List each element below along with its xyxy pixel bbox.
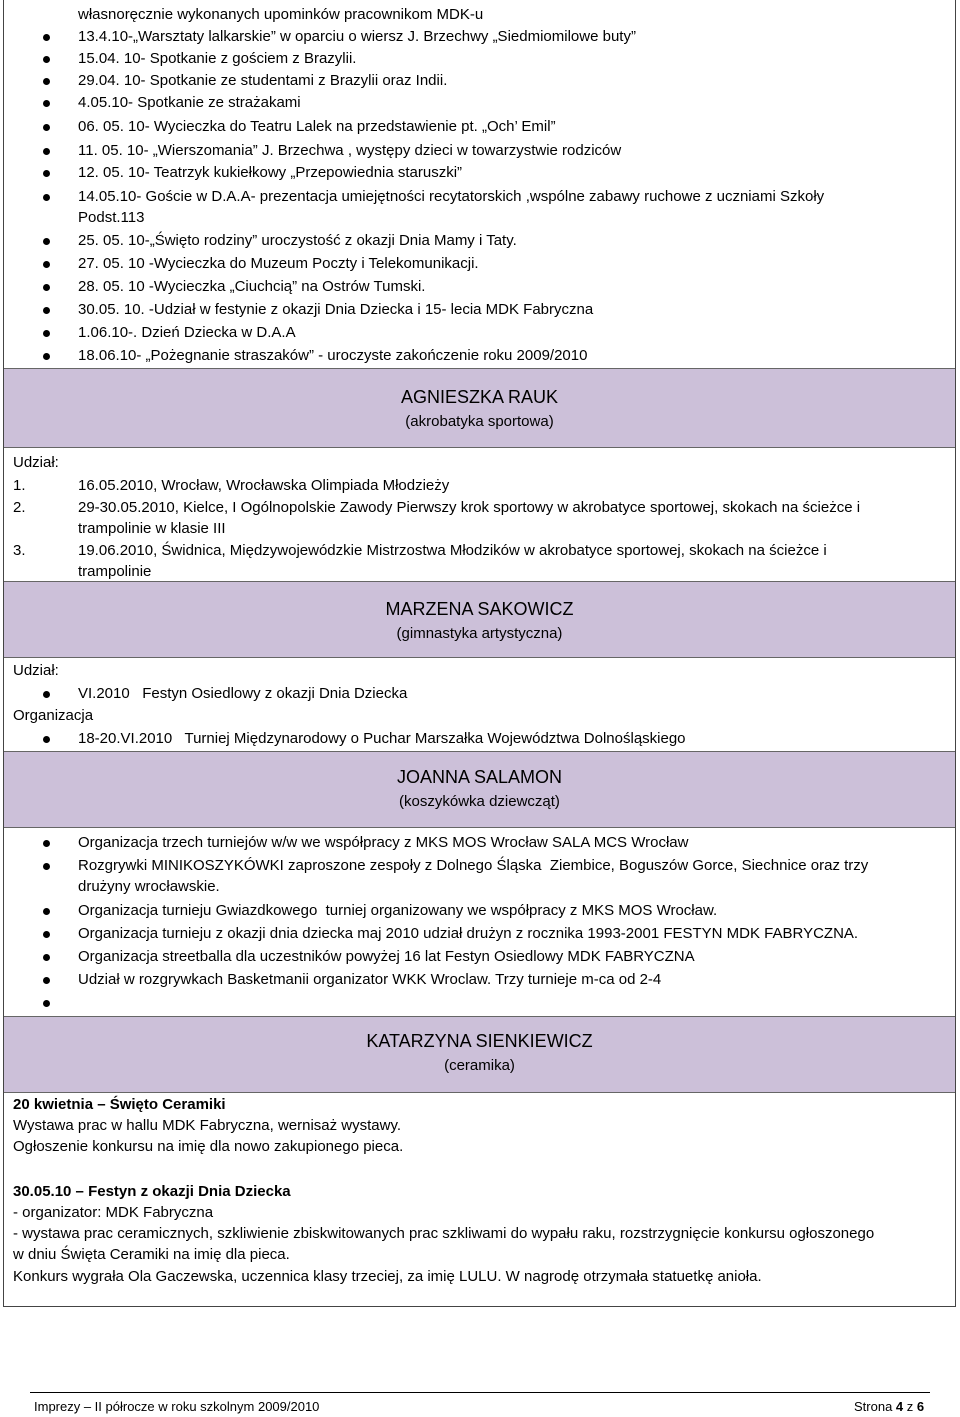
list-item-continuation: trampolinie w klasie III: [78, 520, 226, 537]
list-item: Organizacja turnieju Gwiazdkowego turniej organizowany we współpracy z MKS MOS Wrocław.: [78, 902, 718, 919]
section-band-salamon: [4, 751, 955, 828]
list-item: 18.06.10- „Pożegnanie straszaków” - uroczyste zakończenie roku 2009/2010: [78, 347, 588, 364]
list-item: 1.06.10-. Dzień Dziecka w D.A.A: [78, 324, 296, 341]
bullet-icon: [43, 124, 50, 131]
list-number: 2.: [13, 499, 26, 516]
list-item: 15.04. 10- Spotkanie z gościem z Brazylii.: [78, 50, 357, 67]
list-number: 1.: [13, 477, 26, 494]
event-title: 30.05.10 – Festyn z okazji Dnia Dziecka: [13, 1183, 291, 1200]
list-item: Organizacja streetballa dla uczestników powyżej 16 lat Festyn Osiedlowy MDK FABRYCZNA: [78, 948, 695, 965]
bullet-icon: [43, 100, 50, 107]
participation-label: Udział:: [13, 454, 59, 471]
list-item: 13.4.10-„Warsztaty lalkarskie” w oparciu o wiersz J. Brzechwy „Siedmiomilowe buty”: [78, 28, 636, 45]
section-title: KATARZYNA SIENKIEWICZ: [366, 1031, 593, 1051]
list-item: VI.2010 Festyn Osiedlowy z okazji Dnia Dziecka: [78, 685, 408, 702]
bullet-icon: [43, 330, 50, 337]
bullet-icon: [43, 863, 50, 870]
bullet-icon: [43, 56, 50, 63]
section-band-sienkiewicz: [4, 1016, 955, 1093]
participation-label: Udział:: [13, 662, 59, 679]
event-line: Ogłoszenie konkursu na imię dla nowo zakupionego pieca.: [13, 1138, 404, 1155]
bullet-icon: [43, 194, 50, 201]
event-line: Konkurs wygrała Ola Gaczewska, uczennica klasy trzeciej, za imię LULU. W nagrodę otrzymała statuetkę anioła.: [13, 1268, 762, 1285]
footer-title: Imprezy – II półrocze w roku szkolnym 2009/2010: [34, 1399, 320, 1414]
bullet-icon: [43, 977, 50, 984]
event-line: Wystawa prac w hallu MDK Fabryczna, wernisaż wystawy.: [13, 1117, 402, 1134]
bullet-icon: [43, 307, 50, 314]
section-band-rauk: [4, 368, 955, 448]
list-item: 12. 05. 10- Teatrzyk kukiełkowy „Przepowiednia staruszki”: [78, 164, 463, 181]
list-item: 19.06.2010, Świdnica, Międzywojewódzkie Mistrzostwa Młodzików w akrobatyce sportowej, skokach na ścieżce i: [78, 542, 827, 559]
list-item-continuation: drużyny wrocławskie.: [78, 878, 220, 895]
list-item: 30.05. 10. -Udział w festynie z okazji Dnia Dziecka i 15- lecia MDK Fabryczna: [78, 301, 594, 318]
page-separator: z: [903, 1399, 917, 1414]
bullet-icon: [43, 261, 50, 268]
bullet-icon: [43, 840, 50, 847]
event-title: 20 kwietnia – Święto Ceramiki: [13, 1096, 226, 1113]
footer-rule: [30, 1392, 930, 1393]
bullet-icon: [43, 148, 50, 155]
list-item: 4.05.10- Spotkanie ze strażakami: [78, 94, 301, 111]
list-number: 3.: [13, 542, 26, 559]
bullet-icon: [43, 34, 50, 41]
section-subtitle: (akrobatyka sportowa): [405, 413, 554, 430]
event-line: - wystawa prac ceramicznych, szkliwienie zbiskwitowanych prac szkliwami do wypału raku, rozstrzygnięcie konkursu ogłoszonego: [13, 1225, 875, 1242]
section-subtitle: (ceramika): [444, 1057, 515, 1074]
bullet-icon: [43, 908, 50, 915]
list-item: 18-20.VI.2010 Turniej Międzynarodowy o Puchar Marszałka Województwa Dolnośląskiego: [78, 730, 686, 747]
total-pages: 6: [916, 1399, 925, 1414]
bullet-icon: [43, 284, 50, 291]
list-item-continuation: trampolinie: [78, 563, 152, 580]
list-item: Organizacja turnieju z okazji dnia dziecka maj 2010 udział drużyn z rocznika 1993-2001 FESTYN MDK FABRYCZNA.: [78, 925, 859, 942]
list-item: Rozgrywki MINIKOSZYKÓWKI zaproszone zespoły z Dolnego Śląska Ziembice, Boguszów Gorce, Siechnice oraz trzy: [78, 857, 869, 874]
section-title: AGNIESZKA RAUK: [400, 387, 559, 407]
bullet-icon: [43, 170, 50, 177]
list-item: 11. 05. 10- „Wierszomania” J. Brzechwa , występy dzieci w towarzystwie rodziców: [78, 142, 622, 159]
section-title: MARZENA SAKOWICZ: [385, 599, 574, 619]
list-item: 28. 05. 10 -Wycieczka „Ciuchcią” na Ostrów Tumski.: [78, 278, 426, 295]
list-item: 27. 05. 10 -Wycieczka do Muzeum Poczty i Telekomunikacji.: [78, 255, 479, 272]
bullet-icon: [43, 238, 50, 245]
bullet-icon: [43, 931, 50, 938]
list-item: 25. 05. 10-„Święto rodziny” uroczystość z okazji Dnia Mamy i Taty.: [78, 232, 517, 249]
organization-label: Organizacja: [13, 707, 94, 724]
section-title: JOANNA SALAMON: [396, 767, 563, 787]
list-item: 14.05.10- Goście w D.A.A- prezentacja umiejętności recytatorskich ,wspólne zabawy ruchowe z uczniami Szkoły: [78, 188, 825, 205]
section-band-sakowicz: [4, 581, 955, 658]
bullet-icon: [43, 353, 50, 360]
section-subtitle: (koszykówka dziewcząt): [399, 793, 560, 810]
bullet-icon: [43, 954, 50, 961]
list-item: Organizacja trzech turniejów w/w we współpracy z MKS MOS Wrocław SALA MCS Wrocław: [78, 834, 689, 851]
list-item: Udział w rozgrywkach Basketmanii organizator WKK Wroclaw. Trzy turnieje m-ca od 2-4: [78, 971, 662, 988]
page-prefix: Strona: [854, 1399, 896, 1414]
list-item: 29-30.05.2010, Kielce, I Ogólnopolskie Zawody Pierwszy krok sportowy w akrobatyce sportowej, skokach na ścieżce i: [78, 499, 861, 516]
event-line: w dniu Święta Ceramiki na imię dla pieca.: [13, 1246, 290, 1263]
bullet-icon: [43, 1000, 50, 1007]
event-line: - organizator: MDK Fabryczna: [13, 1204, 214, 1221]
list-item: 06. 05. 10- Wycieczka do Teatru Lalek na przedstawienie pt. „Och’ Emil”: [78, 118, 556, 135]
section-subtitle: (gimnastyka artystyczna): [396, 625, 563, 642]
bullet-icon: [43, 691, 50, 698]
list-item: własnoręcznie wykonanych upominków pracownikom MDK-u: [78, 6, 484, 23]
bullet-icon: [43, 736, 50, 743]
bullet-icon: [43, 78, 50, 85]
page-number: [854, 1397, 924, 1417]
list-item: 16.05.2010, Wrocław, Wrocławska Olimpiada Młodzieży: [78, 477, 450, 494]
current-page: 4: [895, 1399, 904, 1414]
list-item: 29.04. 10- Spotkanie ze studentami z Brazylii oraz Indii.: [78, 72, 448, 89]
list-item-continuation: Podst.113: [78, 209, 145, 226]
